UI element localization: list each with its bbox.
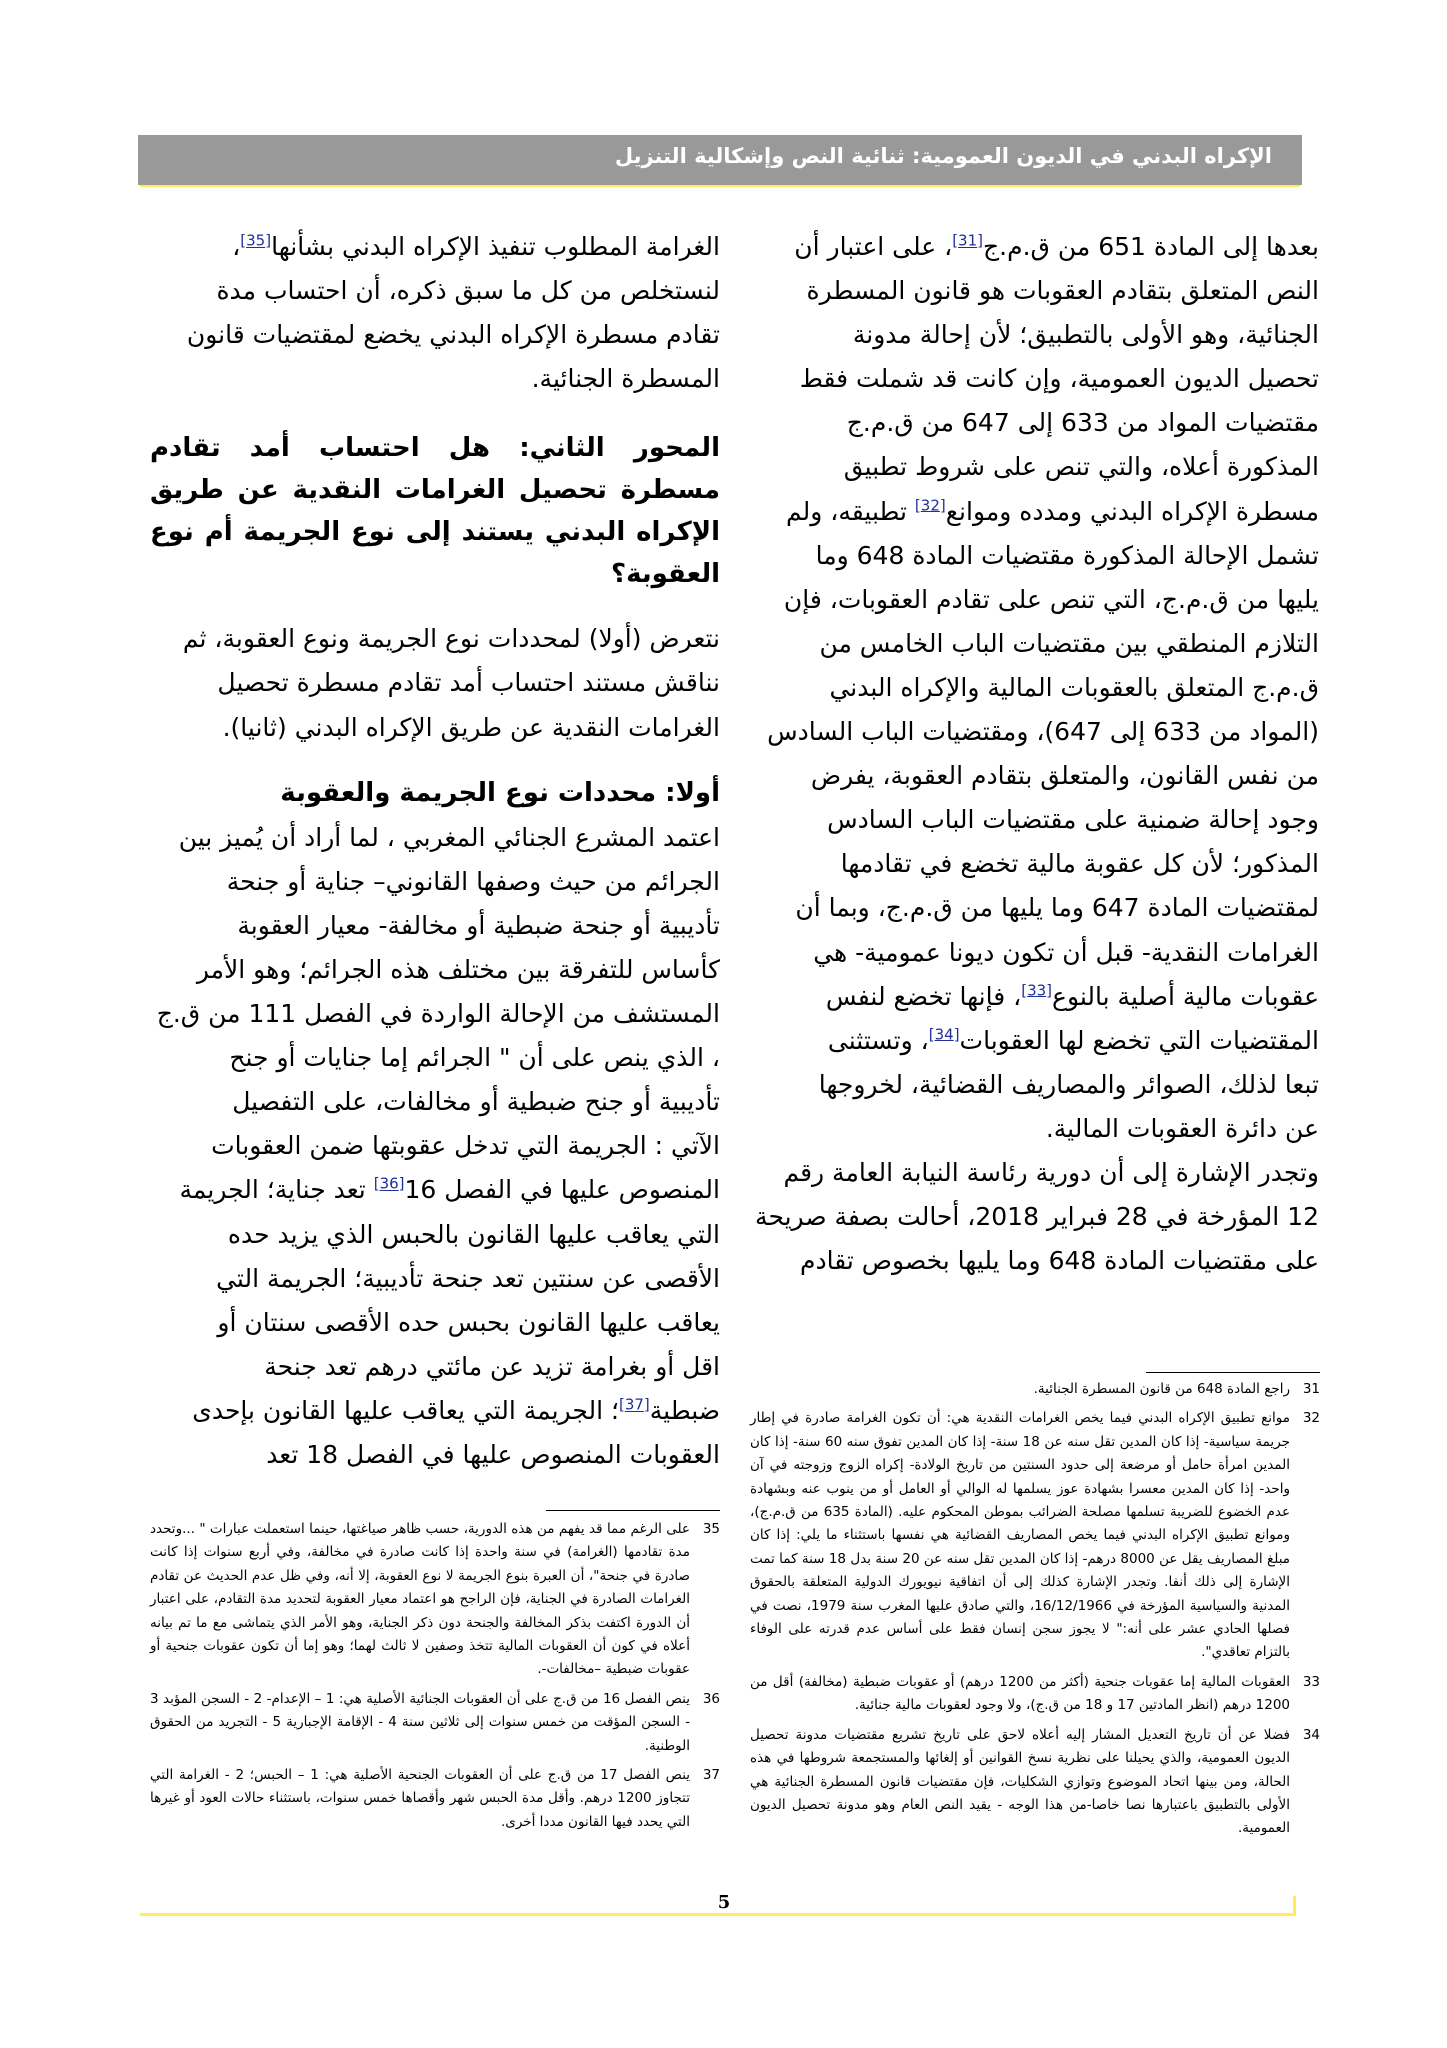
text-line: من نفس القانون، والمتعلق بتقادم العقوبة، يفرض (810, 761, 1319, 791)
page-number: 5 (717, 1892, 731, 1913)
text-line: التي يعاقب عليها القانون بالحبس الذي يزيد حده (227, 1219, 720, 1249)
text-line: تقادم مسطرة الإكراه البدني يخضع لمقتضيات قانون (186, 320, 720, 350)
text-line: لنستخلص من كل ما سبق ذكره، أن احتساب مدة (216, 276, 720, 306)
footnote-ref-link[interactable]: [37] (618, 1395, 650, 1414)
text-line: النص المتعلق بتقادم العقوبات هو قانون المسطرة (806, 276, 1319, 306)
footnote-separator-right (1146, 1372, 1320, 1373)
footnote (150, 1688, 720, 1758)
text-line: تأديبية أو جنحة ضبطية أو مخالفة- معيار العقوبة (237, 910, 720, 940)
text-line: نتعرض (أولا) لمحددات نوع الجريمة ونوع العقوبة، ثم (182, 624, 720, 654)
text-line: المذكورة أعلاه، والتي تنص على شروط تطبيق (843, 452, 1319, 482)
footnote (750, 1671, 1320, 1718)
text-line: مقتضيات المواد من 633 إلى 647 من ق.م.ج (846, 408, 1319, 438)
footnote-text: ينص الفصل 16 من ق.ج على أن العقوبات الجنائية الأصلية هي: 1 – الإعدام- 2 - السجن المؤبد 3 - السجن المؤقت من خمس سنوات إلى ثلاثين سنة 4 - الإقامة الإجبارية 5 - التجريد من الحقوق الوطنية. (150, 1690, 691, 1754)
text-line: الجرائم من حيث وصفها القانوني– جناية أو جنحة (226, 866, 720, 896)
footnote-number: 34 (1302, 1726, 1320, 1743)
footnote (750, 1724, 1320, 1841)
text-line: (المواد من 633 إلى 647)، ومقتضيات الباب السادس (767, 717, 1319, 747)
text-line: ق.م.ج المتعلق بالعقوبات المالية والإكراه البدني (829, 672, 1319, 702)
section-first-heading: أولا: محددات نوع الجريمة والعقوبة (280, 777, 720, 808)
footnote (150, 1518, 720, 1682)
footnote-text: موانع تطبيق الإكراه البدني فيما يخص الغرامات النقدية هي: أن تكون الغرامة صادرة في إطار جريمة سياسية- إذا كان المدين تقل سنه عن 18 سنة- إذا كان المدين تفوق سنه 60 سنة- إذا كان المدين امرأة حامل أو مرضعة إلى حدود السنتين من تاريخ الولادة- إكراه الزوج وزوجته في آن واحد- إذا كان المدين معسرا بشهادة عوز يسلمها له الوالي أو العامل أو من ينوب عنه وبشهادة عدم الخضوع للضريبة تسلمها مصلحة الضرائب بموطن المحكوم عليه. (المادة 635 من ق.م.ج)، وموانع تطبيق الإكراه البدني فيما يخص المصاريف القضائية هي نفسها باستثناء ما يلي: إذا كان مبلغ المصاريف يقل عن 8000 درهم- إذا كان المدين تقل سنه عن 20 سنة بدل 18 سنة كما تمت الإشارة إلى ذلك أنفا. وتجدر الإشارة كذلك إلى أن اتفاقية نيويورك الدولية المتعلقة بالحقوق المدنية والسياسية المؤرخة في 16/12/1966، والتي صادق عليها المغرب سنة 1979، نصت في فصلها الحادي عشر على أنه:" لا يجوز سجن إنسان فقط على أساس عدم قدرته على الوفاء بالتزام تعاقدي". (750, 1410, 1290, 1661)
footnote-separator-left (546, 1510, 720, 1511)
axis-two-heading (150, 427, 720, 595)
footnote-ref-link[interactable]: [32] (914, 496, 946, 515)
text-line: مسطرة الإكراه البدني ومدده وموانع[32] تطبيقه، ولم (786, 496, 1319, 526)
text-line: يليها من ق.م.ج، التي تنص على تقادم العقوبات، فإن (783, 584, 1319, 614)
axis-two-label: المحور الثاني: (519, 433, 720, 464)
text-line: الغرامة المطلوب تنفيذ الإكراه البدني بشأنها[35]، (232, 231, 720, 261)
text-line: 12 المؤرخة في 28 فبراير 2018، أحالت بصفة صريحة (755, 1202, 1319, 1232)
text-line: كأساس للتفرقة بين مختلف هذه الجرائم؛ وهو الأمر (196, 954, 720, 984)
text-line: المستشف من الإحالة الواردة في الفصل 111 من ق.ج (156, 999, 720, 1029)
footnote-text: راجع المادة 648 من قانون المسطرة الجنائية. (1033, 1381, 1290, 1397)
text-line: لمقتضيات المادة 647 وما يليها من ق.م.ج، وبما أن (795, 893, 1319, 923)
text-line: الآتي : الجريمة التي تدخل عقوبتها ضمن العقوبات (211, 1131, 720, 1161)
left-column-plan (150, 617, 720, 749)
footnotes-right (750, 1378, 1320, 1847)
footnote-number: 37 (702, 1767, 720, 1784)
text-line: وتجدر الإشارة إلى أن دورية رئاسة النيابة العامة رقم (783, 1157, 1319, 1187)
footnote-text: فضلا عن أن تاريخ التعديل المشار إليه أعلاه لاحق على تاريخ تشريع مقتضيات مدونة تحصيل الديون العمومية، والذي يحيلنا على نظرية نسخ القوانين أو إلغائها والمستجمعة شروطها في هذه الحالة، ومن بينها اتحاد الموضوع وتوازي الشكليات، فإن مقتضيات قانون المسطرة الجنائية هي الأولى بالتطبيق باعتبارها نصا خاصا-من هذا الوجه - يقيد النص العام وهو مدونة تحصيل الديون العمومية. (750, 1726, 1290, 1837)
footnote (750, 1407, 1320, 1664)
footnote-ref-link[interactable]: [34] (928, 1025, 960, 1044)
text-line: المنصوص عليها في الفصل 16[36] تعد جناية؛ الجريمة (179, 1175, 720, 1205)
text-line: تحصيل الديون العمومية، وإن كانت قد شملت فقط (799, 364, 1319, 394)
text-line: تأديبية أو جنح ضبطية أو مخالفات، على التفصيل (232, 1087, 720, 1117)
text-line: وجود إحالة ضمنية على مقتضيات الباب السادس (827, 805, 1319, 835)
text-line: المقتضيات التي تخضع لها العقوبات[34]، وتستثنى (827, 1025, 1319, 1055)
text-line: عقوبات مالية أصلية بالنوع[33]، فإنها تخضع لنفس (825, 981, 1319, 1011)
footnote-ref-link[interactable]: [35] (240, 231, 272, 250)
axis-two-question: هل احتساب أمد تقادم مسطرة تحصيل الغرامات النقدية عن طريق الإكراه البدني يستند إلى نوع الجريمة أم نوع العقوبة؟ (150, 433, 720, 590)
text-line: نناقش مستند احتساب أمد تقادم مسطرة تحصيل (217, 668, 720, 698)
left-column (150, 225, 720, 1477)
text-line: الجنائية، وهو الأولى بالتطبيق؛ لأن إحالة مدونة (852, 320, 1319, 350)
text-line: بعدها إلى المادة 651 من ق.م.ج[31]، على اعتبار أن (794, 231, 1319, 261)
text-line: اعتمد المشرع الجنائي المغربي ، لما أراد أن يُميز بين (178, 822, 720, 852)
right-column-paragraph-1 (749, 225, 1319, 1151)
footnote-ref-link[interactable]: [31] (952, 231, 983, 250)
footnote-text: ينص الفصل 17 من ق.ج على أن العقوبات الجنحية الأصلية هي: 1 – الحبس؛ 2 - الغرامة التي تتجاوز 1200 درهم. وأقل مدة الحبس شهر وأقصاها خمس سنوات، باستثناء حالات العود أو غيرها التي يحدد فيها القانون مددا أخرى. (150, 1767, 691, 1830)
footnote-number: 36 (702, 1690, 720, 1707)
footnote (750, 1378, 1320, 1401)
text-line: التلازم المنطقي بين مقتضيات الباب الخامس من (819, 628, 1319, 658)
footnote-ref-link[interactable]: [36] (373, 1175, 405, 1194)
text-line: المذكور؛ لأن كل عقوبة مالية تخضع في تقادمها (840, 849, 1319, 879)
text-line: الأقصى عن سنتين تعد جنحة تأديبية؛ الجريمة التي (216, 1263, 720, 1293)
footer-accent-bar (140, 1913, 1296, 1916)
left-column-intro (150, 225, 720, 401)
footnote-number: 35 (702, 1521, 720, 1537)
text-line: ، الذي ينص على أن " الجرائم إما جنايات أو جنح (229, 1043, 720, 1073)
text-line: الغرامات النقدية- قبل أن تكون ديونا عمومية- هي (813, 937, 1319, 967)
text-line: تشمل الإحالة المذكورة مقتضيات المادة 648 وما (815, 540, 1319, 570)
left-column-body (150, 816, 720, 1477)
footnote-number: 33 (1302, 1673, 1320, 1690)
footnotes-left (150, 1518, 720, 1840)
footnote-text: العقوبات المالية إما عقوبات جنحية (أكثر من 1200 درهم) أو عقوبات ضبطية (مخالفة) أقل من 1200 درهم (انظر المادتين 17 و 18 من ق.ج)، ولا وجود لعقوبات مالية جنائية. (750, 1673, 1290, 1714)
footnote-ref-link[interactable]: [33] (1021, 981, 1053, 1000)
right-column-paragraph-2 (749, 1151, 1319, 1283)
text-line: العقوبات المنصوص عليها في الفصل 18 تعد (266, 1439, 720, 1469)
running-header-title: الإكراه البدني في الديون العمومية: ثنائية النص وإشكالية التنزيل (614, 144, 1272, 168)
text-line: المسطرة الجنائية. (531, 364, 720, 394)
text-line: اقل أو بغرامة تزيد عن مائتي درهم تعد جنحة (264, 1351, 720, 1381)
footnote-number: 31 (1302, 1381, 1320, 1397)
text-line: ضبطية[37]؛ الجريمة التي يعاقب عليها القانون بإحدى (192, 1395, 720, 1425)
text-line: عن دائرة العقوبات المالية. (1045, 1113, 1319, 1143)
text-line: الغرامات النقدية عن طريق الإكراه البدني (ثانيا). (222, 712, 720, 742)
text-line: تبعا لذلك، الصوائر والمصاريف القضائية، لخروجها (818, 1069, 1319, 1099)
footnote-text: على الرغم مما قد يفهم من هذه الدورية، حسب ظاهر صياغتها، حينما استعملت عبارات " ...وتحدد مدة تقادمها (الغرامة) في سنة واحدة إذا كانت صادرة في مخالفة، وفي أربع سنوات إذا كانت صادرة في جنحة"، أن العبرة بنوع الجريمة لا نوع العقوبة، إلا أنه، وفي ظل عدم الحديث عن تقادم الغرامات الصادرة في الجناية، فإن الراجح هو اعتماد معيار العقوبة لتحديد مدة التقادم، على اعتبار أن الدورة اكتفت بذكر المخالفة والجنحة دون ذكر الجناية، وهو الأمر الذي يتماشى مع ما تم بيانه أعلاه في كون أن العقوبات المالية تتخذ وصفين لا ثالث لهما؛ وهو إما أن تكون عقوبات جنحية أو عقوبات ضبطية –مخالفات-. (150, 1521, 690, 1678)
running-header (138, 135, 1302, 185)
footnote-number: 32 (1302, 1410, 1320, 1427)
text-line: على مقتضيات المادة 648 وما يليها بخصوص تقادم (800, 1246, 1319, 1276)
footnote (150, 1764, 720, 1834)
text-line: يعاقب عليها القانون بحبس حده الأقصى سنتان أو (217, 1307, 720, 1337)
right-column (749, 225, 1319, 1283)
